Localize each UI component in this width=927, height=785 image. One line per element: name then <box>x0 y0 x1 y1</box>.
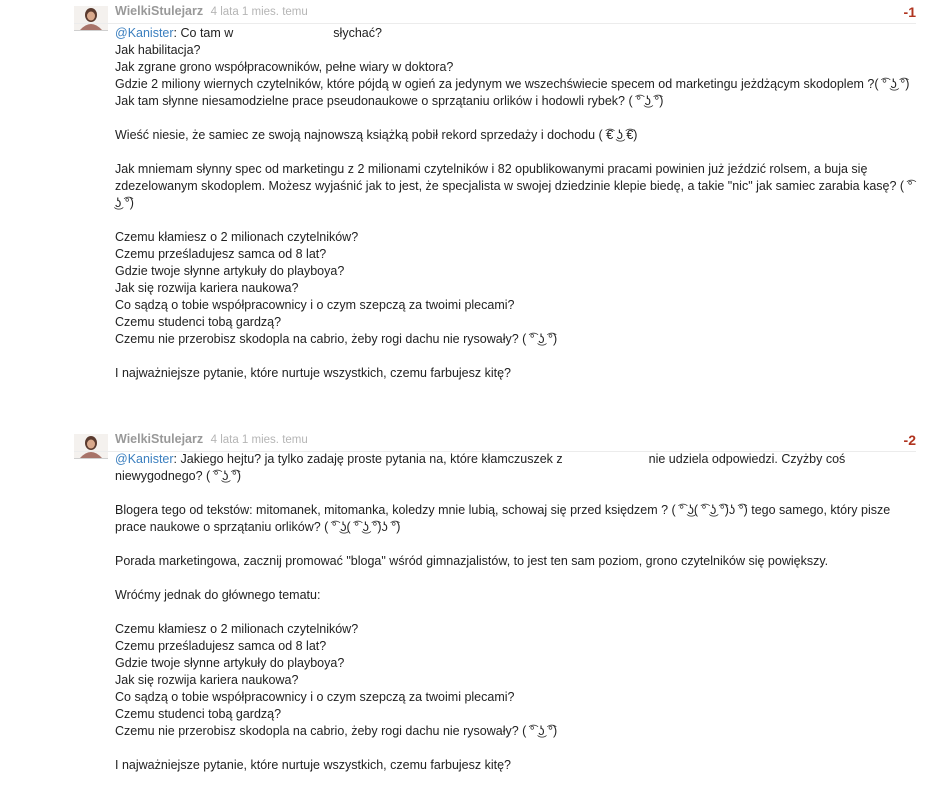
comment-line: Jak zgrane grono współpracowników, pełne wiary w doktora? <box>115 60 454 74</box>
question-line: Co sądzą o tobie współpracownicy i o czym szepczą za twoimi plecami? <box>115 690 515 704</box>
comment-line: I najważniejsze pytanie, które nurtuje wszystkich, czemu farbujesz kitę? <box>115 758 512 772</box>
question-line: Co sądzą o tobie współpracownicy i o czym szepczą za twoimi plecami? <box>115 298 515 312</box>
question-line: Czemu studenci tobą gardzą? <box>115 315 282 329</box>
timestamp[interactable]: 4 lata 1 mies. temu <box>210 6 308 18</box>
question-line: Czemu nie przerobisz skodopla na cabrio, żeby rogi dachu nie rysowały? ( ͡° ͜ʖ ͡°) <box>115 724 558 738</box>
comment-line: Wróćmy jednak do głównego tematu: <box>115 588 321 602</box>
mention-link[interactable]: @Kanister <box>115 26 174 40</box>
question-line: Czemu prześladujesz samca od 8 lat? <box>115 247 327 261</box>
comment-line: Jak tam słynne niesamodzielne prace pseudonaukowe o sprzątaniu orlików i hodowli rybek? ( ͡° ͜ʖ ͡°) <box>115 94 664 108</box>
divider <box>74 23 916 24</box>
comment-line: @Kanister: Co tam w słychać? <box>115 26 382 40</box>
comment-meta <box>115 432 308 446</box>
timestamp[interactable]: 4 lata 1 mies. temu <box>210 434 308 446</box>
comment-line: Gdzie 2 miliony wiernych czytelników, które pójdą w ogień za jedynym we wszechświecie specem od marketingu jeżdżącym skodoplem ?( ͡° ͜ʖ ͡°) <box>115 77 910 91</box>
mention-link[interactable]: @Kanister <box>115 452 174 466</box>
question-line: Jak się rozwija kariera naukowa? <box>115 281 299 295</box>
comment-line: Porada marketingowa, zacznij promować "bloga" wśród gimnazjalistów, to jest ten sam poziom, grono czytelników się powiększy. <box>115 554 829 568</box>
avatar[interactable] <box>74 434 108 459</box>
author-name[interactable]: WielkiStulejarz <box>115 4 204 18</box>
comment-line: Wieść niesie, że samiec ze swoją najnowszą książką pobił rekord sprzedaży i dochodu ( ͡€ ͜ʖ ͡€) <box>115 128 638 142</box>
question-line: Czemu kłamiesz o 2 milionach czytelników? <box>115 230 359 244</box>
question-line: Gdzie twoje słynne artykuły do playboya? <box>115 264 345 278</box>
comment-body <box>115 25 915 382</box>
comment-line: Jak mniemam słynny spec od marketingu z 2 milionami czytelników i 82 opublikowanymi pracami powinien już jeździć rolsem, a buja się zdezelowanym skodoplem. Możesz wyjaśnić jak to jest, że specjalista w swojej dziedzinie klepie biedę, a takie "nic" jak samiec zarabia kasę? ( ͡° ͜ʖ ͡°) <box>115 162 913 210</box>
vote-score: -1 <box>903 4 916 20</box>
author-name[interactable]: WielkiStulejarz <box>115 432 204 446</box>
comment-line: @Kanister: Jakiego hejtu? ja tylko zadaję proste pytania na, które kłamczuszek z nie udziela odpowiedzi. Czyżby coś niewygodnego? ( ͡° ͜ʖ ͡°) <box>115 452 846 483</box>
question-line: Czemu nie przerobisz skodopla na cabrio, żeby rogi dachu nie rysowały? ( ͡° ͜ʖ ͡°) <box>115 332 558 346</box>
comment-line: Blogera tego od tekstów: mitomanek, mitomanka, koledzy mnie lubią, schowaj się przed księdzem ? ( ͡° ͜ʖ( ͡° ͜ʖ ͡°)ʖ ͡°) tego samego, który pisze prace naukowe o sprzątaniu orlików? ( ͡° ͜ʖ( ͡° ͜ʖ ͡°)ʖ ͡°) <box>115 503 891 534</box>
vote-score: -2 <box>903 432 916 448</box>
question-line: Jak się rozwija kariera naukowa? <box>115 673 299 687</box>
avatar[interactable] <box>74 6 108 31</box>
comment-line: I najważniejsze pytanie, które nurtuje wszystkich, czemu farbujesz kitę? <box>115 366 512 380</box>
question-line: Czemu kłamiesz o 2 milionach czytelników? <box>115 622 359 636</box>
comment-body <box>115 451 915 774</box>
comment-meta <box>115 4 308 18</box>
comment-line: Jak habilitacja? <box>115 43 201 57</box>
question-line: Czemu studenci tobą gardzą? <box>115 707 282 721</box>
question-line: Czemu prześladujesz samca od 8 lat? <box>115 639 327 653</box>
question-line: Gdzie twoje słynne artykuły do playboya? <box>115 656 345 670</box>
